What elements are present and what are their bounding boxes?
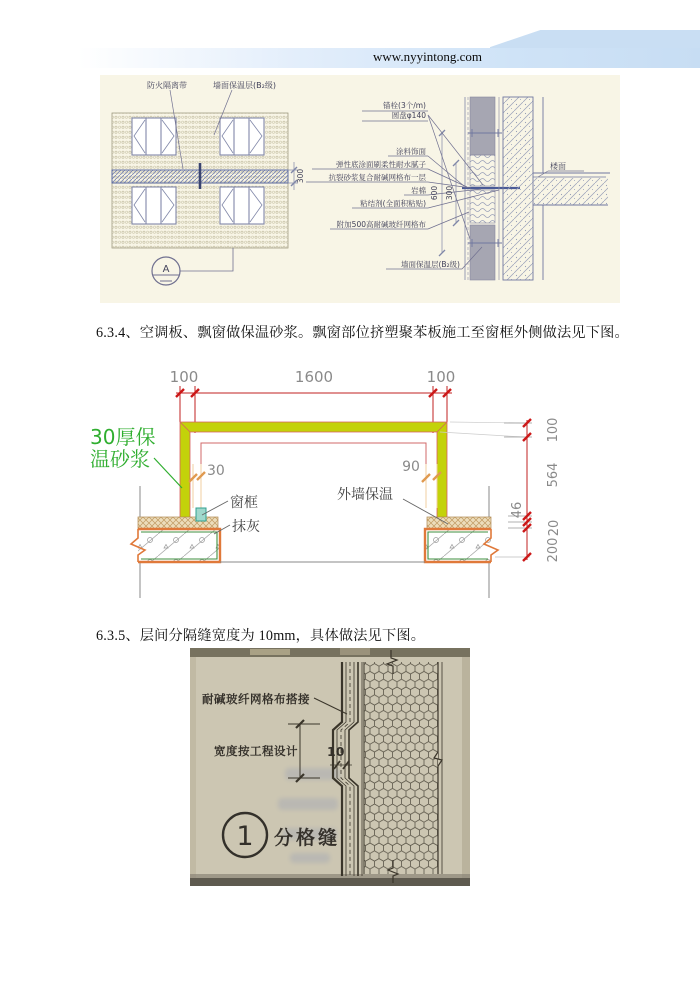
label-wall-insulation: 外墙保温 [337, 487, 393, 503]
label-putty: 弹性底涂面刷柔性耐水腻子 [336, 160, 426, 169]
mortar-annotation [90, 425, 182, 488]
window-frame-section [196, 508, 206, 521]
label-floor: 楼面 [550, 162, 566, 171]
insulation-board [364, 650, 442, 883]
joint-photo-diagram [190, 648, 470, 886]
dim-100-right: 100 [426, 368, 456, 386]
label-wall-insulation-bottom: 墙面保温层(B₂级) [400, 260, 460, 269]
dim-30: 30 [207, 463, 225, 479]
dim-rockwool-300: 300 [445, 185, 454, 201]
dim-1600: 1600 [294, 368, 334, 386]
rockwool-band-lower [470, 225, 495, 280]
right-sill-block [425, 486, 498, 598]
label-adhesive: 粘结剂(全面积粘贴) [360, 199, 426, 208]
thickness-dims [189, 459, 441, 508]
dim-right-564: 564 [546, 462, 561, 488]
dim-100-left: 100 [169, 368, 199, 386]
mortar-label-line2: 温砂浆 [90, 447, 150, 471]
header-website-text: www.nyyintong.com [373, 49, 482, 64]
mortar-label-line1: 30厚保 [90, 425, 156, 449]
label-width-note: 宽度按工程设计 [214, 744, 298, 758]
label-coating: 涂料饰面 [396, 147, 426, 156]
label-anchor: 锚栓(3个/m) [383, 101, 426, 110]
label-rockwool: 岩棉 [411, 186, 426, 195]
label-window-frame: 窗框 [230, 495, 258, 511]
left-sill-block [131, 486, 220, 598]
concrete-wall [503, 97, 533, 280]
callout-title: 分格缝 [274, 827, 341, 849]
dim-right-20: 20 [547, 519, 562, 537]
label-plaster: 抹灰 [232, 519, 260, 535]
dim-right-100: 100 [546, 417, 561, 443]
paragraph-635: 6.3.5、层间分隔缝宽度为 10mm，具体做法见下图。 [96, 628, 426, 644]
rockwool-band-upper [470, 97, 495, 155]
paragraph-634: 6.3.4、空调板、飘窗做保温砂浆。飘窗部位挤塑聚苯板施工至窗框外侧做法见下图。 [96, 325, 629, 341]
fire-band-diagram [100, 75, 620, 303]
label-mesh-overlap: 耐碱玻纤网格布搭接 [202, 692, 310, 706]
label-wall-insulation-top: 墙面保温层(B₂级) [213, 81, 276, 90]
label-anchor-disc: 圆盘φ140 [391, 111, 426, 120]
dim-90: 90 [402, 459, 420, 475]
label-fire-band: 防火隔离带 [147, 81, 187, 90]
label-mesh-mortar: 抗裂砂浆复合耐碱网格布一层 [328, 173, 426, 182]
wall-elevation [112, 113, 298, 248]
dim-right-200: 200 [546, 537, 561, 563]
dim-mesh-600: 600 [430, 185, 439, 201]
callout-number: 1 [236, 821, 254, 852]
detail-letter: A [162, 264, 170, 275]
label-added-mesh: 附加500高耐碱玻纤网格布 [336, 220, 426, 229]
dim-band-300: 300 [296, 168, 305, 184]
dim-joint-10: 10 [327, 744, 345, 759]
dim-right-46: 46 [510, 501, 525, 519]
callout-labels [202, 486, 448, 535]
photo-bottom-edge [190, 878, 470, 886]
window-insulation-diagram [80, 358, 575, 620]
photo-top-edge [190, 648, 470, 657]
